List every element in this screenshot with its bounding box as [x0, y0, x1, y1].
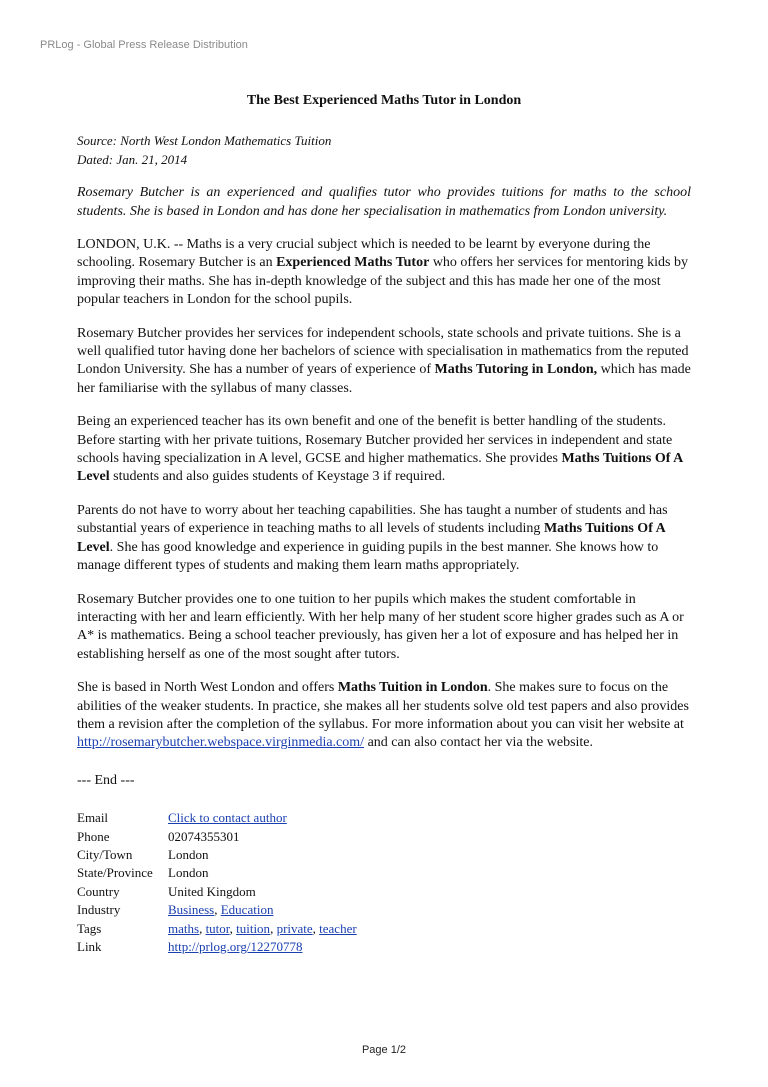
keyword-experienced-maths-tutor: Experienced Maths Tutor [276, 255, 430, 271]
end-marker: --- End --- [77, 772, 135, 788]
page-title: The Best Experienced Maths Tutor in London [246, 93, 522, 108]
city-label: City/Town [77, 846, 133, 862]
keyword-maths-tuitions-a-level: Maths Tuitions Of A Level [77, 451, 683, 485]
industry-link-business[interactable]: Business [168, 902, 215, 918]
industry-label: Industry [77, 902, 121, 918]
info-row-phone [77, 828, 357, 846]
paragraph-2: Rosemary Butcher provides her services for independent schools, state schools and private tuitions. She is a well qualified tutor having done her bachelors of science with specialisation in mathematics from the reputed London University. She has a number of years of experience of Maths Tutoring in London, which has made her familiarise with the syllabus of many classes. [77, 325, 691, 396]
info-row-industry: Industry Business, Education [77, 901, 357, 919]
phone-value: 02074355301 [168, 828, 240, 844]
meta-block [77, 132, 691, 169]
phone-label: Phone [77, 828, 110, 844]
article-body [77, 132, 691, 956]
country-label: Country [77, 883, 120, 899]
prlog-link[interactable]: http://prlog.org/12270778 [168, 939, 303, 954]
website-link[interactable]: http://rosemarybutcher.webspace.virginmedia.com/ [77, 735, 365, 751]
paragraph-1: LONDON, U.K. -- Maths is a very crucial subject which is needed to be learnt by everyone during the schooling. Rosemary Butcher is an Experienced Maths Tutor who offers her services for mentoring kids by improving their maths. She has in-depth knowledge of the subject and this has made her one of the most popular teachers in London for the school pupils. [77, 237, 688, 308]
summary-paragraph: Rosemary Butcher is an experienced and qualifies tutor who provides tuitions for maths to the school students. She is based in London and has done her specialisation in mathematics from London university. [77, 185, 691, 219]
paragraph-5: Rosemary Butcher provides one to one tuition to her pupils which makes the student comfortable in interacting with her and learn efficiently. With her help many of her student score higher grades such as A or A* is mathematics. Being a school teacher previously, has given her a lot of exposure and has helped her in establishing herself as one of the most sought after tutors. [77, 591, 684, 662]
city-value: London [168, 846, 209, 862]
state-label: State/Province [77, 865, 153, 881]
keyword-maths-tutoring-london: Maths Tutoring in London, [434, 362, 598, 378]
paragraph-4: Parents do not have to worry about her teaching capabilities. She has taught a number of students and has substantial years of experience in teaching maths to all levels of students including Maths Tuitions Of A Level. She has good knowledge and experience in guiding pupils in the best manner. She knows how to manage different types of students and making them learn maths appropriately. [77, 502, 668, 574]
tag-link[interactable]: maths [168, 920, 200, 936]
state-value: London [168, 865, 209, 881]
contact-author-link[interactable]: Click to contact author [168, 810, 287, 826]
industry-link-education[interactable]: Education [220, 902, 274, 918]
link-label: Link [77, 939, 102, 954]
email-label: Email [77, 810, 109, 826]
tag-link[interactable]: tuition [236, 920, 271, 936]
info-row-state [77, 864, 357, 882]
paragraph-6: She is based in North West London and offers Maths Tuition in London. She makes sure to focus on the abilities of the weaker students. In practice, she makes all her students solve old test papers and also provides them a revision after the completion of the syllabus. For more information about you can visit her website at http://rosemarybutcher.webspace.virginmedia.com/ and can also contact her via the website. [77, 680, 689, 751]
dated-line: Dated: Jan. 21, 2014 [77, 151, 188, 167]
tag-link[interactable]: teacher [319, 920, 357, 936]
page-number: Page 1/2 [361, 1044, 407, 1056]
tag-link[interactable]: tutor [205, 920, 230, 936]
keyword-maths-tuition-london: Maths Tuition in London [337, 680, 488, 696]
keyword-maths-tuitions-a-level-2: Maths Tuitions Of A Level [77, 521, 665, 555]
info-row-email [77, 809, 357, 827]
header-brand: PRLog - Global Press Release Distribution [40, 39, 248, 51]
contact-info-table [77, 809, 357, 956]
country-value: United Kingdom [168, 883, 256, 899]
paragraph-3: Being an experienced teacher has its own benefit and one of the benefit is better handling of the students. Before starting with her private tuitions, Rosemary Butcher provided her services in independent and state schools having specialization in A level, GCSE and higher mathematics. She provides Maths Tuitions Of A Level students and also guides students of Keystage 3 if required. [77, 414, 683, 485]
info-row-country [77, 883, 357, 901]
source-line: Source: North West London Mathematics Tuition [77, 133, 332, 148]
info-row-tags: Tags maths, tutor, tuition, private, teacher [77, 920, 357, 938]
info-row-city [77, 846, 357, 864]
tags-label: Tags [77, 920, 102, 936]
info-row-link [77, 938, 357, 956]
tag-link[interactable]: private [276, 920, 313, 936]
